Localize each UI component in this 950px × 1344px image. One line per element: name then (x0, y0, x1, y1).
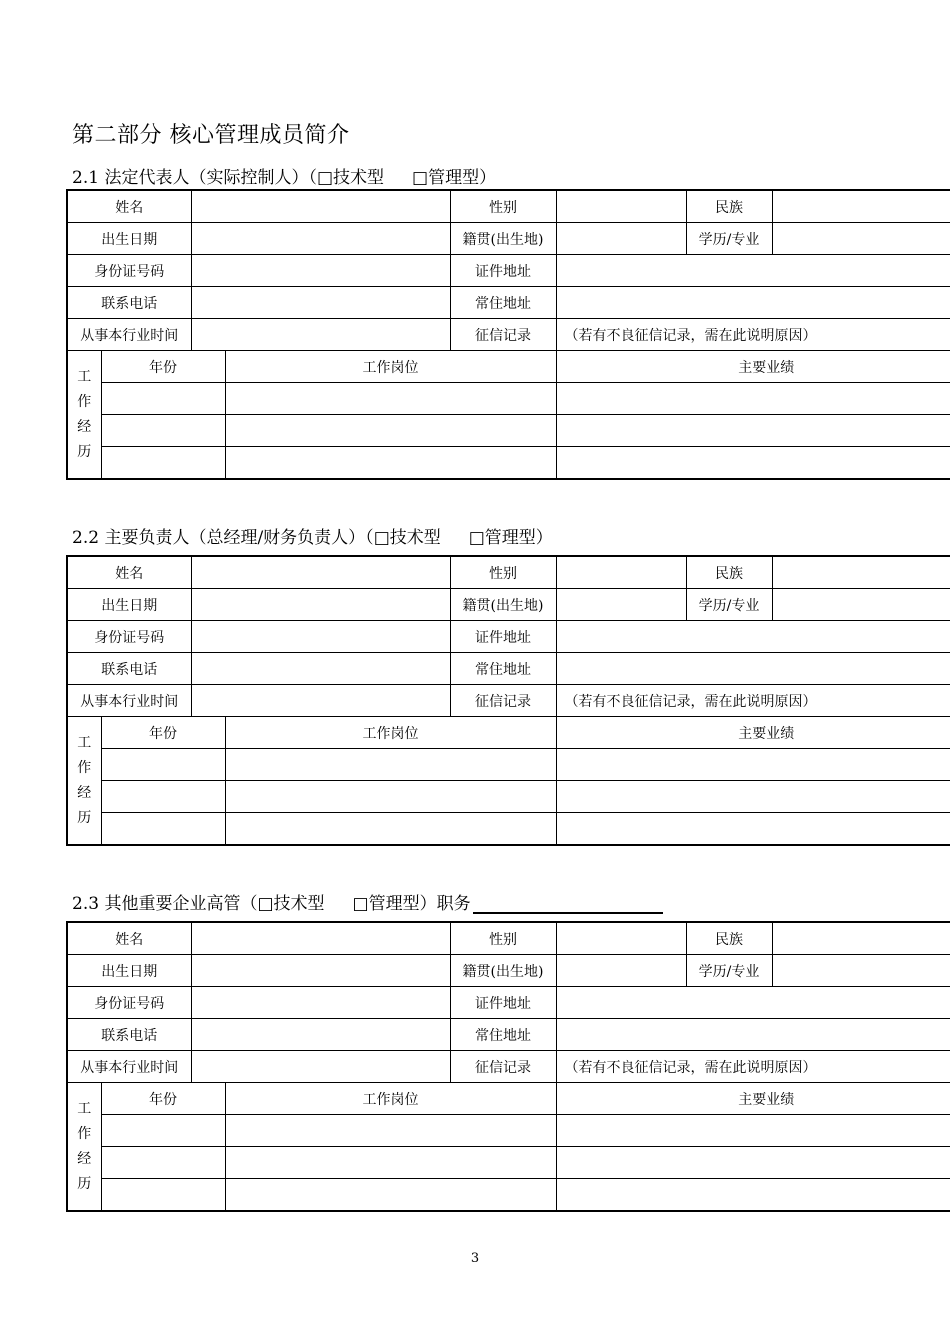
residence-field[interactable] (556, 1019, 950, 1051)
education-field[interactable] (772, 589, 950, 621)
page-number: 3 (470, 1251, 480, 1266)
header-position: 工作岗位 (225, 717, 556, 749)
label-industry-time: 从事本行业时间 (67, 319, 191, 351)
position-field[interactable] (225, 1115, 556, 1147)
label-id-number: 身份证号码 (67, 255, 191, 287)
label-native-place: 籍贯(出生地) (450, 955, 556, 987)
section-title: 主要负责人（总经理/财务负责人）（ (104, 528, 374, 548)
education-field[interactable] (772, 223, 950, 255)
position-field[interactable] (225, 749, 556, 781)
year-field[interactable] (101, 781, 225, 813)
option-management-checkbox[interactable]: □管理型） (352, 894, 437, 914)
industry-time-field[interactable] (191, 685, 450, 717)
label-gender: 性别 (450, 922, 556, 955)
id-address-field[interactable] (556, 255, 950, 287)
section-heading-2-2 (72, 523, 553, 548)
credit-record-field[interactable]: （若有不良征信记录，需在此说明原因） (556, 685, 950, 717)
id-number-field[interactable] (191, 621, 450, 653)
label-birth-date: 出生日期 (67, 223, 191, 255)
native-place-field[interactable] (556, 955, 686, 987)
education-field[interactable] (772, 955, 950, 987)
ethnicity-field[interactable] (772, 556, 950, 589)
position-field[interactable] (225, 813, 556, 846)
achievement-field[interactable] (556, 1179, 950, 1212)
header-year: 年份 (101, 1083, 225, 1115)
achievement-field[interactable] (556, 415, 950, 447)
label-name: 姓名 (67, 922, 191, 955)
section-title: 法定代表人（实际控制人）（ (104, 168, 317, 188)
position-field[interactable] (225, 447, 556, 480)
label-education: 学历/专业 (686, 223, 772, 255)
phone-field[interactable] (191, 1019, 450, 1051)
year-field[interactable] (101, 1147, 225, 1179)
id-number-field[interactable] (191, 987, 450, 1019)
label-birth-date: 出生日期 (67, 955, 191, 987)
position-field[interactable] (225, 781, 556, 813)
gender-field[interactable] (556, 556, 686, 589)
id-address-field[interactable] (556, 987, 950, 1019)
position-field[interactable] (225, 1179, 556, 1212)
label-phone: 联系电话 (67, 1019, 191, 1051)
option-technical-checkbox[interactable]: □技术型 (316, 168, 385, 188)
label-native-place: 籍贯(出生地) (450, 223, 556, 255)
achievement-field[interactable] (556, 447, 950, 480)
industry-time-field[interactable] (191, 319, 450, 351)
id-number-field[interactable] (191, 255, 450, 287)
section-number: 2.1 (72, 168, 100, 188)
header-position: 工作岗位 (225, 1083, 556, 1115)
duty-input-line[interactable] (473, 894, 663, 914)
achievement-field[interactable] (556, 1115, 950, 1147)
option-technical-checkbox[interactable]: □技术型 (257, 894, 325, 914)
header-achievement: 主要业绩 (556, 351, 950, 383)
header-achievement: 主要业绩 (556, 717, 950, 749)
label-name: 姓名 (67, 190, 191, 223)
label-phone: 联系电话 (67, 653, 191, 685)
achievement-field[interactable] (556, 1147, 950, 1179)
gender-field[interactable] (556, 922, 686, 955)
name-field[interactable] (191, 922, 450, 955)
option-technical-checkbox[interactable]: □技术型 (373, 528, 441, 548)
ethnicity-field[interactable] (772, 190, 950, 223)
option-management-checkbox[interactable]: □管理型） (412, 168, 497, 188)
person-table-2-2 (66, 555, 950, 846)
achievement-field[interactable] (556, 749, 950, 781)
credit-record-field[interactable]: （若有不良征信记录，需在此说明原因） (556, 1051, 950, 1083)
label-gender: 性别 (450, 190, 556, 223)
person-table-2-1 (66, 189, 950, 480)
label-id-address: 证件地址 (450, 987, 556, 1019)
label-ethnicity: 民族 (686, 190, 772, 223)
position-field[interactable] (225, 383, 556, 415)
name-field[interactable] (191, 190, 450, 223)
ethnicity-field[interactable] (772, 922, 950, 955)
header-year: 年份 (101, 351, 225, 383)
native-place-field[interactable] (556, 589, 686, 621)
section-number: 2.2 (72, 528, 100, 548)
label-industry-time: 从事本行业时间 (67, 685, 191, 717)
label-residence: 常住地址 (450, 287, 556, 319)
label-industry-time: 从事本行业时间 (67, 1051, 191, 1083)
header-year: 年份 (101, 717, 225, 749)
work-history-label: 工 作 经 历 (67, 717, 101, 846)
residence-field[interactable] (556, 653, 950, 685)
label-education: 学历/专业 (686, 589, 772, 621)
residence-field[interactable] (556, 287, 950, 319)
option-management-checkbox[interactable]: □管理型） (468, 528, 553, 548)
year-field[interactable] (101, 1179, 225, 1212)
year-field[interactable] (101, 447, 225, 480)
label-name: 姓名 (67, 556, 191, 589)
header-achievement: 主要业绩 (556, 1083, 950, 1115)
section-title: 其他重要企业高管（ (104, 894, 258, 914)
position-field[interactable] (225, 1147, 556, 1179)
label-id-number: 身份证号码 (67, 987, 191, 1019)
birth-date-field[interactable] (191, 223, 450, 255)
achievement-field[interactable] (556, 383, 950, 415)
work-history-label: 工 作 经 历 (67, 1083, 101, 1212)
label-residence: 常住地址 (450, 1019, 556, 1051)
header-position: 工作岗位 (225, 351, 556, 383)
section-heading-2-3 (72, 889, 663, 914)
label-ethnicity: 民族 (686, 556, 772, 589)
label-birth-date: 出生日期 (67, 589, 191, 621)
label-residence: 常住地址 (450, 653, 556, 685)
label-credit-record: 征信记录 (450, 1051, 556, 1083)
id-address-field[interactable] (556, 621, 950, 653)
credit-record-field[interactable]: （若有不良征信记录，需在此说明原因） (556, 319, 950, 351)
gender-field[interactable] (556, 190, 686, 223)
duty-label: 职务 (436, 894, 471, 914)
label-ethnicity: 民族 (686, 922, 772, 955)
achievement-field[interactable] (556, 813, 950, 846)
label-id-address: 证件地址 (450, 621, 556, 653)
section-number: 2.3 (72, 894, 100, 914)
work-history-label: 工 作 经 历 (67, 351, 101, 480)
label-id-number: 身份证号码 (67, 621, 191, 653)
year-field[interactable] (101, 383, 225, 415)
label-id-address: 证件地址 (450, 255, 556, 287)
birth-date-field[interactable] (191, 955, 450, 987)
native-place-field[interactable] (556, 223, 686, 255)
year-field[interactable] (101, 415, 225, 447)
position-field[interactable] (225, 415, 556, 447)
part-title: 第二部分 核心管理成员简介 (72, 123, 350, 148)
label-education: 学历/专业 (686, 955, 772, 987)
industry-time-field[interactable] (191, 1051, 450, 1083)
label-credit-record: 征信记录 (450, 319, 556, 351)
birth-date-field[interactable] (191, 589, 450, 621)
year-field[interactable] (101, 1115, 225, 1147)
year-field[interactable] (101, 813, 225, 846)
label-phone: 联系电话 (67, 287, 191, 319)
person-table-2-3 (66, 921, 950, 1212)
achievement-field[interactable] (556, 781, 950, 813)
label-native-place: 籍贯(出生地) (450, 589, 556, 621)
section-heading-2-1 (72, 163, 496, 188)
phone-field[interactable] (191, 653, 450, 685)
label-gender: 性别 (450, 556, 556, 589)
name-field[interactable] (191, 556, 450, 589)
year-field[interactable] (101, 749, 225, 781)
label-credit-record: 征信记录 (450, 685, 556, 717)
phone-field[interactable] (191, 287, 450, 319)
